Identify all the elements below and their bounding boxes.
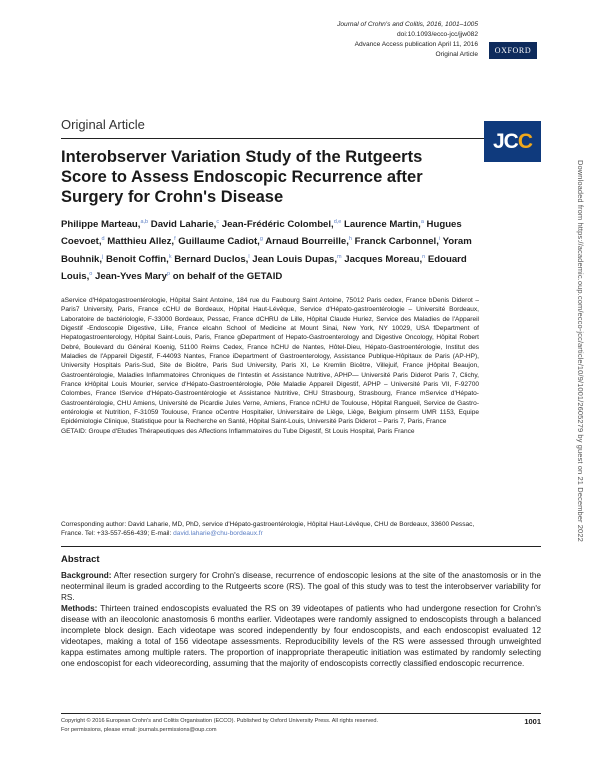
divider: [61, 713, 541, 714]
abstract-methods: [61, 603, 541, 669]
section-label: Original Article: [61, 117, 145, 132]
copyright: Copyright © 2016 European Crohn's and Colitis Organisation (ECCO). Published by Oxford University Press. All rights reserved.: [61, 718, 379, 724]
jcc-logo: [484, 121, 541, 162]
doi[interactable]: doi:10.1093/ecco-jcc/jjw082: [396, 31, 478, 38]
abstract-body: [61, 570, 541, 669]
access-date: Advance Access publication April 11, 2016: [354, 41, 478, 48]
background-text: After resection surgery for Crohn's disease, recurrence of endoscopic lesions at the site of the anastomosis or in the neoterminal ileum is graded according to the Rutgeerts score (RS). The goal of this study was to test the interobserver variability for RS.: [61, 571, 542, 602]
corresponding-author: [61, 520, 479, 539]
background-label: Background:: [61, 571, 112, 580]
corresponding-email-link[interactable]: david.laharie@chu-bordeaux.fr: [173, 530, 263, 538]
corresponding-text: Corresponding author: David Laharie, MD, PhD, service d'Hépato-gastroentérologie, Hôpital Haut-Lévêque, CHU de Bordeaux, 33600 Pessac, France. Tel: +33-557-656-439; E-mail:: [61, 521, 475, 538]
divider: [61, 138, 541, 139]
journal-citation: Journal of Crohn's and Colitis, 2016, 1001–1005: [337, 21, 478, 28]
getaid-line: GETAID: Groupe d'Etudes Thérapeutiques des Affections Inflammatoires du Tube Digestif, St Louis Hospital, Paris France: [61, 427, 415, 435]
abstract-background: [61, 570, 541, 603]
methods-label: Methods:: [61, 604, 98, 613]
download-watermark: [575, 160, 587, 600]
affiliations: [61, 296, 479, 436]
page-number: 1001: [524, 717, 541, 726]
jcc-logo-text: JC: [492, 129, 518, 153]
permissions: For permissions, please email: journals.permissions@oup.com: [61, 726, 217, 733]
divider: [61, 546, 541, 547]
article-title: Interobserver Variation Study of the Rutgeerts Score to Assess Endoscopic Recurrence after Surgery for Crohn's Disease: [61, 148, 423, 206]
footer: [61, 717, 481, 734]
download-watermark-text: Downloaded from https://academic.oup.com/ecco-jcc/article/10/9/1001/2605279 by guest on 21 December 2022: [576, 160, 585, 542]
methods-text: Thirteen trained endoscopists evaluated the RS on 39 videotapes of patients who had undergone resection for Crohn's disease with an ileocolonic anastomosis 6 months earlier. Videotapes were randomly assigned to endoscopists through a balanced incomplete block design. Each videotape was scored independently by four endoscopists, and each endoscopist evaluated 12 videotapes, making a total of 156 videotape assessments. Reproducibility levels of the RS were assessed through unweighted kappa estimates among multiple raters. The proportion of inappropriate therapeutic initiation was estimated by randomly selecting one endoscopist for each videorecording, assuming that the majority of endoscopists correctly classified endoscopic recurrence.: [61, 604, 541, 668]
jcc-logo-text-c: C: [517, 129, 533, 153]
journal-header: [337, 20, 478, 60]
abstract-heading: Abstract: [61, 554, 100, 565]
affiliation-list: aService d'Hépatogastroentérologie, Hôpital Saint Antoine, 184 rue du Faubourg Saint Antoine, 75012 Paris cedex, France bDenis Diderot – Paris7 University, Paris, France cCHU de Bordeaux, Hôpital Haut-Lévêque, Service d'Hépato-gastroentérologie – Université Bordeaux, Laboratoire de bactériologie, F-33000 Bordeaux, Pessac, France dCHRU de Lille, Hôpital Claude Huriez, Service des Maladies de l'Appareil Digestif -Endoscopie Digestive, Lille, France eIcahn School of Medicine at Mount Sinai, New York, NY 10029, USA fDepartment of Hepatogastroenterology, Hôpital Saint-Louis, Paris, France gDepartment of Hepato-Gastroenterology and Digestive Oncology, Hôpital Robert Debré, Boulevard du Général Koenig, 51100 Reims Cedex, France hCHU de Nantes, Hôtel-Dieu, Hépato-Gastroentérologie, Institut des Maladies de l'Appareil Digestif, F-44093 Nantes, France iDepartment of Gastroenterology, Assistance Publique-Hôpitaux de Paris (AP-HP), University Hospitals Paris-Sud, Site de Bicêtre, Paris Sud University, Paris XI, Le Kremlin Bicêtre, Villejuif, France jHôpital Beaujon, Gastroentérologie, Maladies Inflammatoires Chroniques de l'Intestin et Assistance Nutritive, APHP— Université Paris Diderot Paris 7, Clichy, France kHôpital Louis Mourier, service d'Hépato-Gastroentérologie, Pôle Maladie Appareil Digestif, APHP – Université Paris VII, F-92700 Colombes, France lService d'Hépato-Gastroentérologie et Assistance Nutritive, CHU Strasbourg, Strasbourg, France mService d'Hépato- Gastroentérologie, CHU Amiens, Université de Picardie Jules Verne, Amiens, France nCHU de Toulouse, Hôpital Rangueil, Service de Gastro-entérologie et Nutrition, F-31059 Toulouse, France oCentre Hospitalier, Universitaire de Liège, Liège, Belgium pInserm UMR 1153, Equipe Epidémiologie Clinique, Statistique pour la Recherche en Santé, Hôpital Saint-Louis, Université Paris Diderot – Paris 7, Paris, France: [61, 297, 479, 426]
article-type: Original Article: [435, 51, 478, 58]
author-list: Philippe Marteau,$^{a,b}$ David Laharie,$^c$ Jean-Frédéric Colombel,$^{d,e}$ Laurence Martin,$^a$ Hugues Coevoet,$^d$ Matthieu Allez,$^f$ Guillaume Cadiot,$^g$ Arnaud Bourreille,$^h$ Franck Carbonnel,$^i$ Yoram Bouhnik,$^j$ Benoit Coffin,$^k$ Bernard Duclos,$^l$ Jean Louis Dupas,$^m$ Jacques Moreau,$^n$ Edouard Louis,$^o$ Jean-Yves Mary$^p$ on behalf of the GETAID: [61, 219, 472, 283]
oxford-logo: OXFORD: [489, 42, 537, 59]
